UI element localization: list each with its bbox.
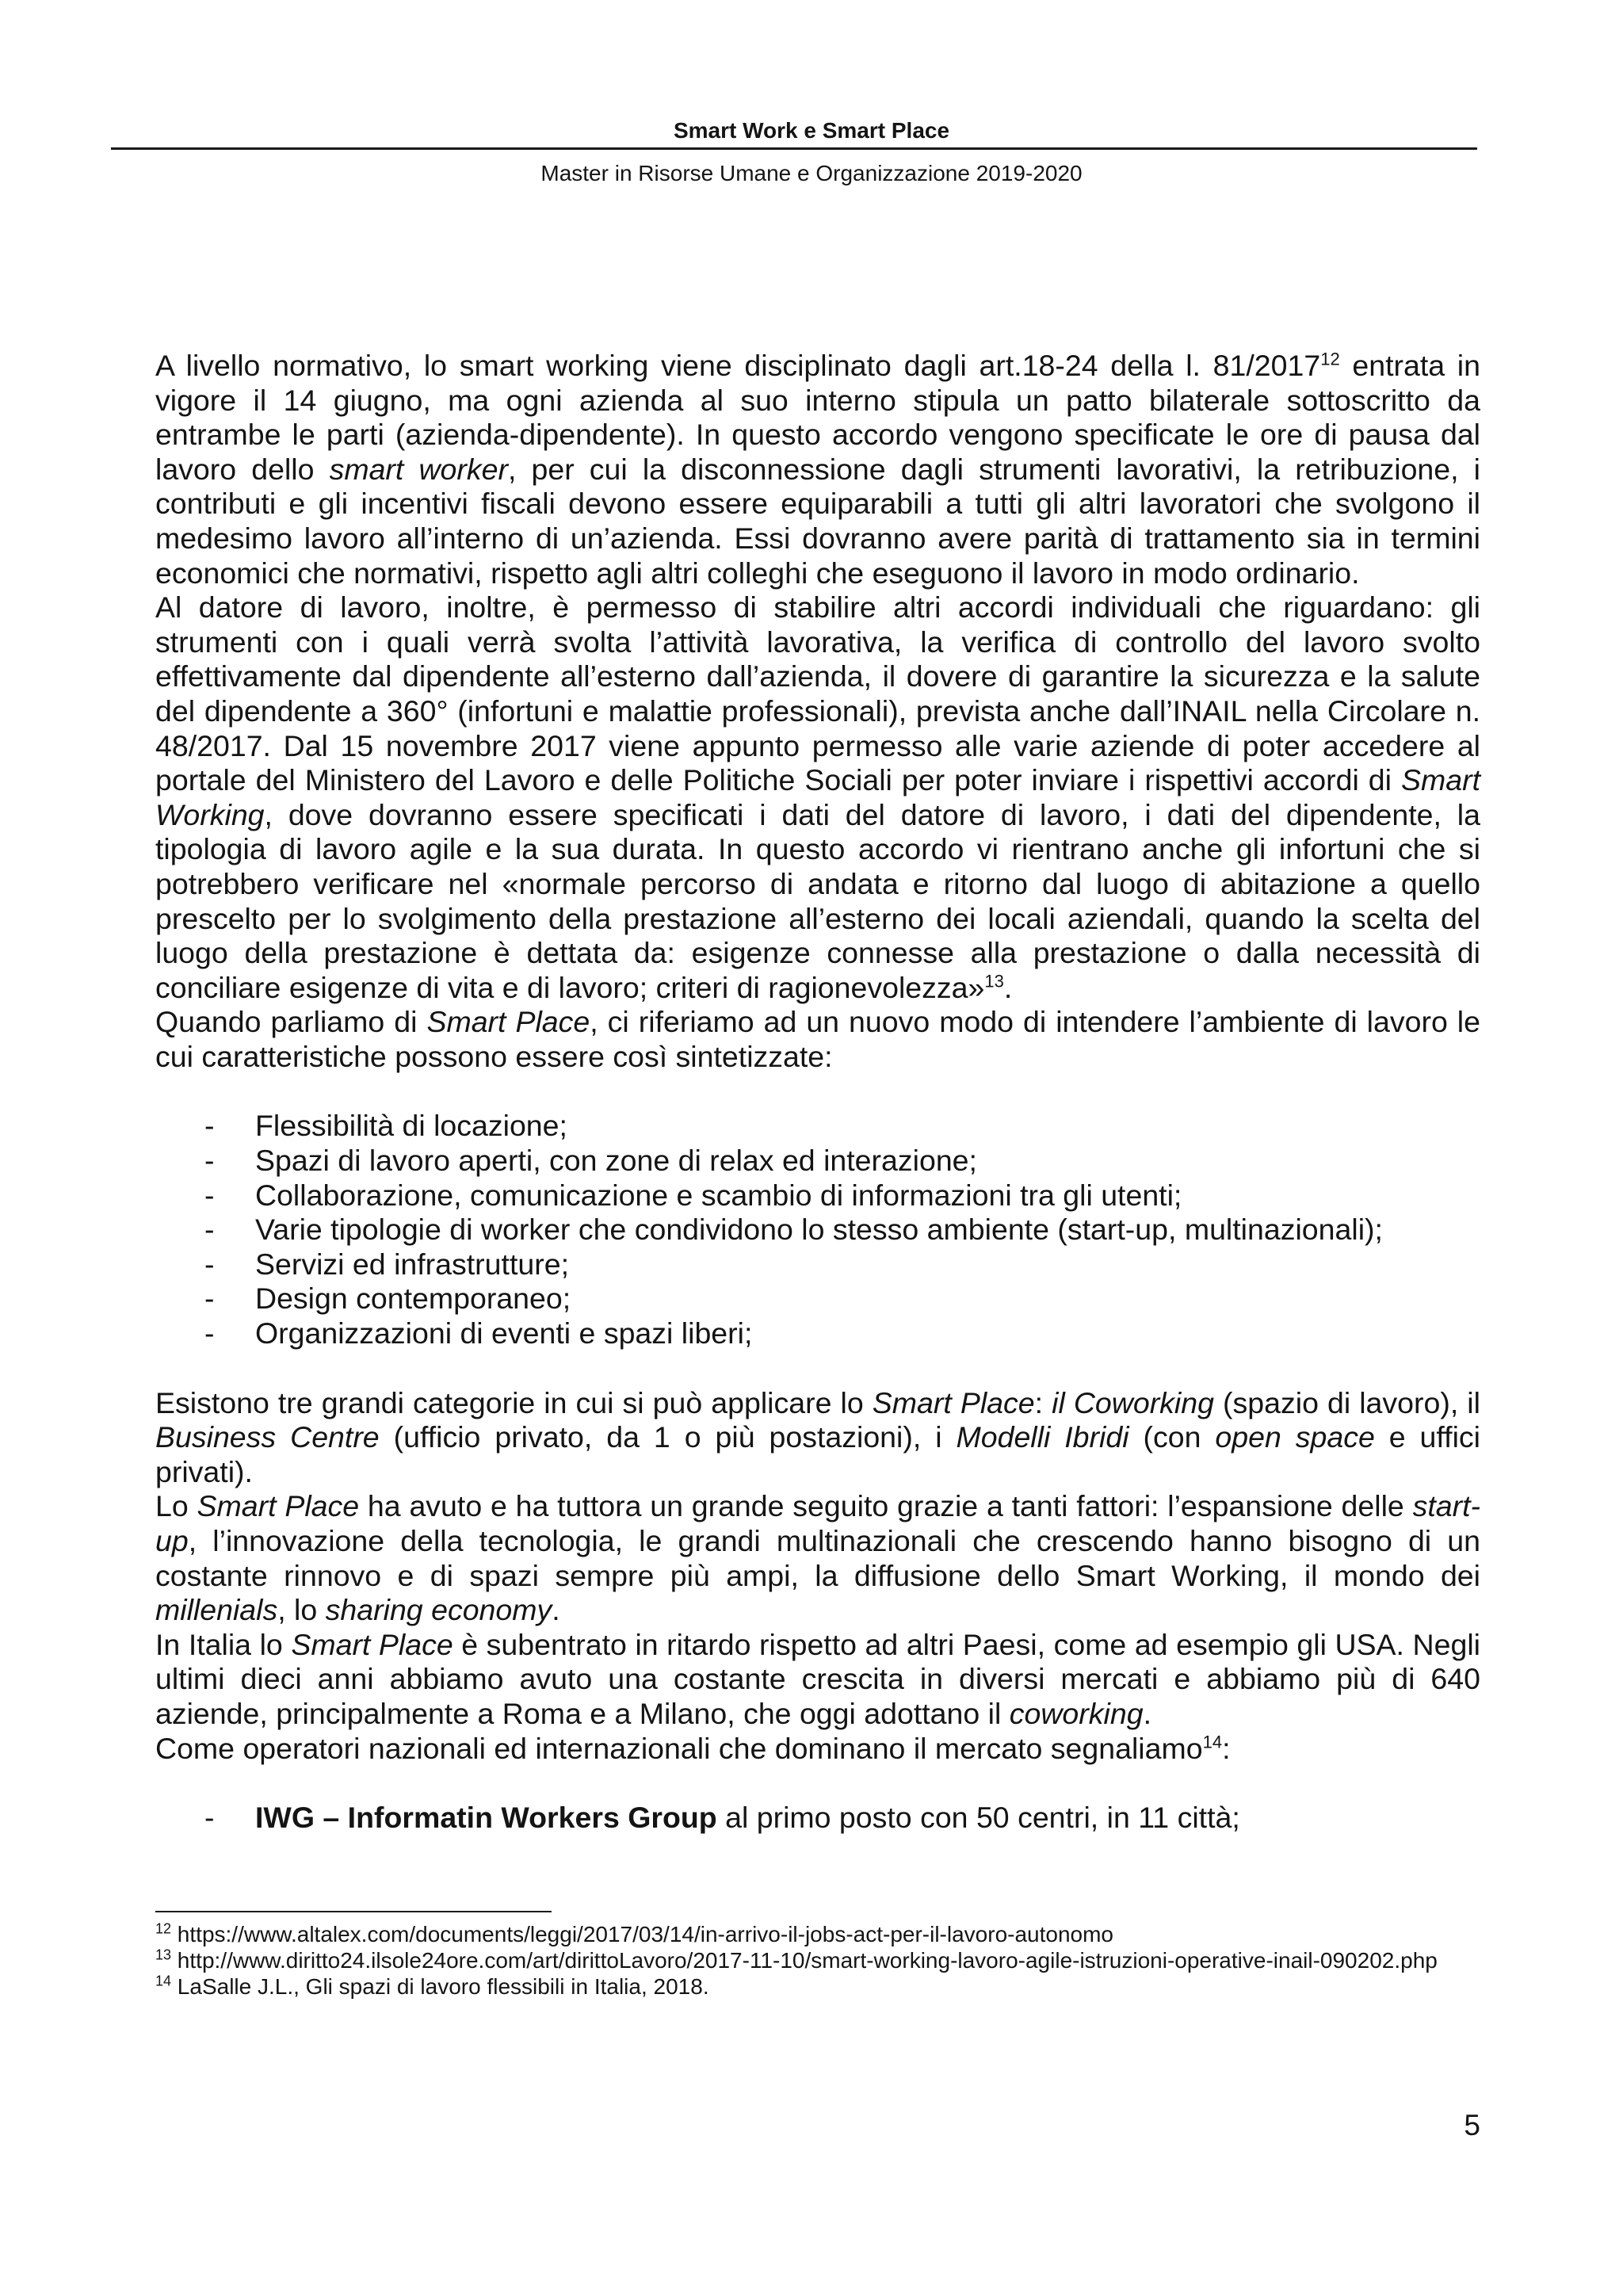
- footnote-rule: [155, 1911, 552, 1912]
- header-subtitle: Master in Risorse Umane e Organizzazione 2019-2020: [540, 161, 1083, 185]
- list-dash: -: [204, 1316, 215, 1350]
- footnote-13: $^{13}$ http://www.diritto24.ilsole24ore.com/art/dirittoLavoro/2017-11-10/smart-working-lavoro-agile-istruzioni-operative-inail-090202.php: [155, 1946, 1438, 1973]
- list-item: - Design contemporaneo;: [204, 1282, 571, 1316]
- list-item: - Flessibilità di locazione;: [204, 1109, 567, 1143]
- header-title: Smart Work e Smart Place: [673, 118, 950, 143]
- spacer: [155, 1766, 1480, 1801]
- footnote-ref-13[interactable]: 13: [984, 971, 1004, 991]
- list-item: - Varie tipologie di worker che condividono lo stesso ambiente (start-up, multinazionali);: [204, 1213, 1383, 1247]
- spacer: [155, 1074, 1480, 1109]
- footnote-12: $^{12}$ https://www.altalex.com/documents/leggi/2017/03/14/in-arrivo-il-jobs-act-per-il-lavoro-autonomo: [155, 1920, 1114, 1946]
- paragraph-6: In Italia lo Smart Place è subentrato in ritardo rispetto ad altri Paesi, come ad esempio gli USA. Negli ultimi dieci anni abbiamo avuto una costante crescita in diversi mercati e abbiamo più di 640 aziende, principalmente a Roma e a Milano, che oggi adottano il coworking.: [155, 1627, 1480, 1730]
- spacer: [155, 1351, 1480, 1386]
- list-item: - Servizi ed infrastrutture;: [204, 1247, 569, 1281]
- paragraph-4: Esistono tre grandi categorie in cui si può applicare lo Smart Place: il Coworking (spazio di lavoro), il Business Centre (ufficio privato, da 1 o più postazioni), i Modelli Ibridi (con open space e uffici privati).: [155, 1385, 1480, 1488]
- list-item: - Organizzazioni di eventi e spazi liberi;: [204, 1316, 753, 1350]
- footnote-ref-12[interactable]: 12: [1320, 349, 1340, 369]
- paragraph-5: Lo Smart Place ha avuto e ha tuttora un grande seguito grazie a tanti fattori: l’espansione delle start-up, l’innovazione della tecnologia, le grandi multinazionali che crescendo hanno bisogno di un costante rinnovo e di spazi sempre più ampi, la diffusione dello Smart Working, il mondo dei millenials, lo sharing economy.: [155, 1489, 1480, 1627]
- paragraph-3: Quando parliamo di Smart Place, ci riferiamo ad un nuovo modo di intendere l’ambiente di lavoro le cui caratteristiche possono essere così sintetizzate:: [155, 1005, 1480, 1073]
- list-item: - Collaborazione, comunicazione e scambio di informazioni tra gli utenti;: [204, 1178, 1182, 1212]
- list-dash: -: [204, 1109, 215, 1143]
- paragraph-2: Al datore di lavoro, inoltre, è permesso di stabilire altri accordi individuali che riguardano: gli strumenti con i quali verrà svolta l’attività lavorativa, la verifica di controllo del lavoro svolto effettivamente dal dipendente all’esterno dall’azienda, il dovere di garantire la sicurezza e la salute del dipendente a 360° (infortuni e malattie professionali), prevista anche dall’INAIL nella Circolare n. 48/2017. Dal 15 novembre 2017 viene appunto permesso alle varie aziende di poter accedere al portale del Ministero del Lavoro e delle Politiche Sociali per poter inviare i rispettivi accordi di Smart Working, dove dovranno essere specificati i dati del datore di lavoro, i dati del dipendente, la tipologia di lavoro agile e la sua durata. In questo accordo vi rientrano anche gli infortuni che si potrebbero verificare nel «normale percorso di andata e ritorno dal luogo di abitazione a quello prescelto per lo svolgimento della prestazione all’esterno dei locali aziendali, quando la scelta del luogo della prestazione è dettata da: esigenze connesse alla prestazione o dalla necessità di conciliare esigenze di vita e di lavoro; criteri di ragionevolezza»$^{13}$.: [155, 590, 1480, 1004]
- list-dash: -: [204, 1801, 215, 1835]
- list-dash: -: [204, 1144, 215, 1178]
- operators-list: [155, 1801, 1480, 1836]
- footnotes: [155, 1921, 1480, 2000]
- paragraph-1: A livello normativo, lo smart working viene disciplinato dagli art.18-24 della l. 81/2017$^{12}$ entrata in vigore il 14 giugno, ma ogni azienda al suo interno stipula un patto bilaterale sottoscritto da entrambe le parti (azienda-dipendente). In questo accordo vengono specificate le ore di pausa dal lavoro dello smart worker, per cui la disconnessione dagli strumenti lavorativi, la retribuzione, i contributi e gli incentivi fiscali devono essere equiparabili a tutti gli altri lavoratori che svolgono il medesimo lavoro all’interno di un’azienda. Essi dovranno avere parità di trattamento sia in termini economici che normativi, rispetto agli altri colleghi che eseguono il lavoro in modo ordinario.: [155, 349, 1480, 590]
- header-rule: [111, 147, 1477, 150]
- list-dash: -: [204, 1282, 215, 1316]
- list-dash: -: [204, 1178, 215, 1212]
- list-item: - IWG – Informatin Workers Group al primo posto con 50 centri, in 11 città;: [204, 1801, 1240, 1835]
- footnote-ref-14[interactable]: 14: [1202, 1732, 1223, 1752]
- body-text: [155, 349, 1480, 1836]
- footnote-14: $^{14}$ LaSalle J.L., Gli spazi di lavoro flessibili in Italia, 2018.: [155, 1973, 709, 1999]
- smart-place-features-list: [155, 1109, 1480, 1350]
- paragraph-7: Come operatori nazionali ed internazionali che dominano il mercato segnaliamo$^{14}$:: [155, 1731, 1231, 1765]
- list-item: - Spazi di lavoro aperti, con zone di relax ed interazione;: [204, 1144, 977, 1178]
- list-dash: -: [204, 1247, 215, 1281]
- list-dash: -: [204, 1213, 215, 1247]
- page-number: 5: [1464, 2109, 1480, 2141]
